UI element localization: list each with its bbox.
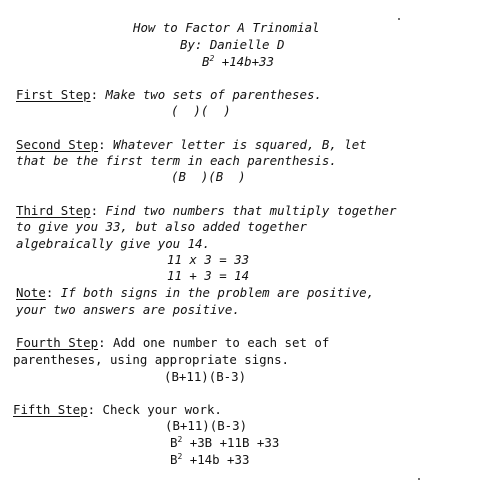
step1-text: Make two sets of parentheses. [105,87,322,102]
step1-example: ( )( ) [171,103,231,118]
step5-check-line2 [170,436,279,450]
step3-text2: to give you 33, but also added together [16,219,307,234]
step5-sep: : [87,402,103,417]
step3-text3: algebraically give you 14. [16,236,210,251]
scan-speck [398,18,400,20]
check-line3-remainder: +14b +33 [182,452,250,467]
step2-text1: Whatever letter is squared, B, let [112,137,367,152]
step5-label: Fifth Step [13,402,88,417]
check-line2-variable: B [170,435,178,450]
step3-line1 [16,204,396,218]
step3-label: Third Step [16,203,91,218]
step5-check-line1: (B+11)(B-3) [165,418,248,433]
expr-exponent: 2 [209,54,215,63]
note-sep: : [45,285,61,300]
step4-line1 [16,336,329,350]
note-line1 [16,286,374,300]
note-text1: If both signs in the problem are positive, [60,285,375,300]
step3-equation-add: 11 + 3 = 14 [167,268,250,283]
check-line3-exponent: 2 [177,452,183,461]
step3-equation-multiply: 11 x 3 = 33 [167,252,250,267]
step3-text1: Find two numbers that multiply together [105,203,397,218]
check-line2-exponent: 2 [177,435,183,444]
step3-sep: : [90,203,106,218]
note-text2: your two answers are positive. [16,302,240,317]
step2-label: Second Step [16,137,99,152]
expr-remainder: +14b+33 [214,54,274,69]
author-line: By: Danielle D [180,37,285,52]
step2-example: (B )(B ) [171,169,246,184]
page-title: How to Factor A Trinomial [133,20,320,35]
step5-check-line3 [170,453,249,467]
step4-sep: : [98,335,113,350]
step4-example: (B+11)(B-3) [164,369,247,384]
step4-label: Fourth Step [16,335,99,350]
step4-text1: Add one number to each set of [112,335,330,350]
check-line3-variable: B [170,452,178,467]
step5-line1 [13,403,222,417]
trinomial-expression [202,55,274,69]
step5-text: Check your work. [102,402,222,417]
step2-sep: : [98,137,113,152]
expr-variable: B [202,54,210,69]
scan-speck [418,478,420,480]
step1-label: First Step [16,87,91,102]
step1-line [16,88,322,102]
note-label: Note [16,285,46,300]
check-line2-remainder: +3B +11B +33 [182,435,280,450]
step1-sep: : [90,87,106,102]
step4-text2: parentheses, using appropriate signs. [13,352,290,367]
step2-line1 [16,138,367,152]
step2-text2: that be the first term in each parenthesis. [16,153,337,168]
